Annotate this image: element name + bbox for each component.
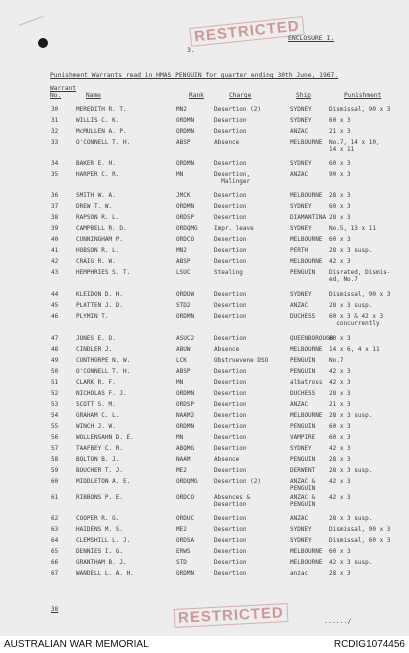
warrant-number-cell: 60 — [51, 478, 59, 485]
charge-cell: Desertion (2) — [214, 106, 261, 113]
charge-cell: Desertion — [214, 335, 247, 342]
punishment-cell: 28 x 3 susp. — [329, 467, 373, 474]
charge-cell: Desertion — [214, 412, 247, 419]
charge-cell: Desertion — [214, 203, 247, 210]
offender-name-cell: O'CONNELL T. H. — [76, 368, 131, 375]
charge-cell: Desertion — [214, 526, 247, 533]
punishment-cell: Dismissal, 90 x 3 — [329, 526, 391, 533]
warrant-number-cell: 40 — [51, 236, 59, 243]
ship-cell: DUCHESS — [290, 390, 316, 397]
offender-name-cell: BOUCHER T. J. — [76, 467, 123, 474]
warrant-number-cell: 57 — [51, 445, 59, 452]
warrant-number-cell: 59 — [51, 467, 59, 474]
ship-cell: ANZAC — [290, 515, 309, 522]
offender-name-cell: GRANTHAM B. J. — [76, 559, 127, 566]
offender-name-cell: BAKER E. H. — [76, 160, 116, 167]
warrant-number-cell: 47 — [51, 335, 59, 342]
punishment-cell: 42 x 3 — [329, 258, 351, 265]
ship-cell: ANZAC — [290, 302, 309, 309]
charge-cell: Desertion — [214, 313, 247, 320]
ship-cell: ANZAC — [290, 171, 309, 178]
rank-cell: ORDQMG — [176, 478, 198, 485]
rank-cell: LSUC — [176, 269, 191, 276]
charge-cell: Desertion — [214, 570, 247, 577]
pencil-mark — [19, 16, 47, 35]
warrant-number-cell: 63 — [51, 526, 59, 533]
offender-name-cell: COOPER R. G. — [76, 515, 120, 522]
charge-cell: Absence — [214, 456, 240, 463]
rank-cell: ME2 — [176, 467, 187, 474]
ship-cell: albatross — [290, 379, 323, 386]
ship-cell: ANZAC — [290, 401, 309, 408]
rank-cell: ABUW — [176, 346, 191, 353]
warrant-number-cell: 58 — [51, 456, 59, 463]
header-punishment: Punishment — [344, 92, 382, 99]
rank-cell: STD2 — [176, 302, 191, 309]
ship-cell: MELBOURNE — [290, 139, 323, 146]
warrant-number-cell: 44 — [51, 291, 59, 298]
punishment-cell: Dismissal, 90 x 3 — [329, 291, 391, 298]
rank-cell: MN — [176, 379, 184, 386]
offender-name-cell: CAMPBELL R. D. — [76, 225, 127, 232]
charge-cell: Desertion — [214, 515, 247, 522]
punishment-cell: 60 x 3 & 42 x 3 concurrently — [329, 313, 384, 327]
ship-cell: SYDNEY — [290, 526, 312, 533]
ship-cell: MELBOURNE — [290, 548, 323, 555]
ship-cell: MELBOURNE — [290, 559, 323, 566]
offender-name-cell: BOLTON B. J. — [76, 456, 120, 463]
punishment-cell: 21 x 3 — [329, 128, 351, 135]
archive-name: AUSTRALIAN WAR MEMORIAL — [4, 639, 149, 650]
charge-cell: Desertion (2) — [214, 478, 261, 485]
offender-name-cell: WOLLENSAHN D. E. — [76, 434, 134, 441]
punishment-cell: 60 x 3 — [329, 203, 351, 210]
offender-name-cell: WANDELL L. A. H. — [76, 570, 134, 577]
rank-cell: ORDSA — [176, 537, 195, 544]
rank-cell: NAAM — [176, 456, 191, 463]
punishment-cell: 60 x 3 — [329, 160, 351, 167]
header-charge: Charge — [229, 92, 252, 99]
rank-cell: STD — [176, 559, 187, 566]
rank-cell: MN2 — [176, 106, 187, 113]
warrant-number-cell: 50 — [51, 368, 59, 375]
warrant-number-cell: 35 — [51, 171, 59, 178]
punishment-cell: 14 x 6, 4 x 11 — [329, 346, 380, 353]
punishment-cell: 28 x 3 — [329, 192, 351, 199]
header-rank: Rank — [189, 92, 204, 99]
rank-cell: ORDSP — [176, 214, 195, 221]
charge-cell: Desertion — [214, 128, 247, 135]
warrant-number-cell: 66 — [51, 559, 59, 566]
rank-cell: MN — [176, 434, 184, 441]
restricted-stamp-bottom: RESTRICTED — [174, 603, 289, 628]
ship-cell: ANZAC & PENGUIN — [290, 478, 316, 492]
punishment-cell: 60 x 3 — [329, 117, 351, 124]
charge-cell: Desertion — [214, 423, 247, 430]
punishment-cell: 28 x 3 susp. — [329, 515, 373, 522]
warrant-number-cell: 37 — [51, 203, 59, 210]
punishment-cell: No.5, 13 x 11 — [329, 225, 376, 232]
ship-cell: DIAMANTINA — [290, 214, 327, 221]
punishment-cell: 60 x 3 — [329, 423, 351, 430]
punishment-cell: 42 x 3 — [329, 478, 351, 485]
offender-name-cell: SCOTT S. M. — [76, 401, 116, 408]
punch-hole — [38, 38, 48, 48]
punishment-cell: Dismissal, 90 x 3 — [329, 106, 391, 113]
ship-cell: SYDNEY — [290, 291, 312, 298]
charge-cell: Desertion — [214, 291, 247, 298]
rank-cell: ORDUC — [176, 515, 195, 522]
rank-cell: ORDQMG — [176, 225, 198, 232]
punishment-cell: 28 x 3 susp. — [329, 302, 373, 309]
punishment-cell: Disrated, Dismis- ed, No.7 — [329, 269, 391, 283]
warrant-number-cell: 49 — [51, 357, 59, 364]
warrant-number-cell: 67 — [51, 570, 59, 577]
ship-cell: anzac — [290, 570, 309, 577]
charge-cell: Desertion — [214, 445, 247, 452]
charge-cell: Desertion — [214, 214, 247, 221]
punishment-cell: Dismissal, 60 x 3 — [329, 537, 391, 544]
ship-cell: PENGUIN — [290, 368, 316, 375]
enclosure-label: ENCLOSURE I. — [288, 34, 335, 42]
rank-cell: ORDUW — [176, 291, 195, 298]
offender-name-cell: CLARK R. F. — [76, 379, 116, 386]
rank-cell: MN — [176, 171, 184, 178]
rank-cell: ME2 — [176, 526, 187, 533]
punishment-cell: 42 x 3 susp. — [329, 559, 373, 566]
warrant-number-cell: 41 — [51, 247, 59, 254]
ship-cell: ANZAC — [290, 128, 309, 135]
offender-name-cell: KLEIDON D. H. — [76, 291, 123, 298]
rank-cell: ABSP — [176, 258, 191, 265]
ship-cell: MELBOURNE — [290, 192, 323, 199]
punishment-cell: 28 x 3 susp. — [329, 247, 373, 254]
warrant-number-cell: 31 — [51, 117, 59, 124]
offender-name-cell: WINCH J. W. — [76, 423, 116, 430]
offender-name-cell: HARPER C. R. — [76, 171, 120, 178]
warrant-number-cell: 33 — [51, 139, 59, 146]
offender-name-cell: HEMPHRIES S. T. — [76, 269, 131, 276]
offender-name-cell: DENNIES I. G. — [76, 548, 123, 555]
warrant-number-cell: 34 — [51, 160, 59, 167]
punishment-cell: 42 x 3 — [329, 379, 351, 386]
punishment-cell: 42 x 3 — [329, 445, 351, 452]
footer-index: 38 — [51, 606, 59, 613]
charge-cell: Desertion — [214, 258, 247, 265]
warrant-number-cell: 38 — [51, 214, 59, 221]
punishment-cell: 60 x 3 — [329, 434, 351, 441]
charge-cell: Desertion — [214, 390, 247, 397]
rank-cell: LCK — [176, 357, 187, 364]
charge-cell: Desertion — [214, 467, 247, 474]
offender-name-cell: DREW T. W. — [76, 203, 113, 210]
rank-cell: ORDCO — [176, 494, 195, 501]
ship-cell: PENGUIN — [290, 423, 316, 430]
rank-cell: ABQMG — [176, 445, 195, 452]
offender-name-cell: CLEMSHILL L. J. — [76, 537, 131, 544]
warrant-number-cell: 61 — [51, 494, 59, 501]
caption-bar — [0, 636, 409, 653]
punishment-cell: 28 x 3 — [329, 390, 351, 397]
offender-name-cell: NICHOLAS F. J. — [76, 390, 127, 397]
warrant-number-cell: 54 — [51, 412, 59, 419]
punishment-cell: 21 x 3 — [329, 401, 351, 408]
rank-cell: ORDMN — [176, 160, 195, 167]
warrant-number-cell: 46 — [51, 313, 59, 320]
warrant-number-cell: 53 — [51, 401, 59, 408]
ship-cell: ANZAC & PENGUIN — [290, 494, 316, 508]
punishment-cell: 42 x 3 — [329, 494, 351, 501]
header-warrant-no: Warrant No. — [50, 85, 77, 99]
warrant-number-cell: 56 — [51, 434, 59, 441]
ship-cell: MELBOURNE — [290, 346, 323, 353]
punishment-cell: 90 x 3 — [329, 171, 351, 178]
offender-name-cell: GRAHAM C. L. — [76, 412, 120, 419]
offender-name-cell: O'CONNELL T. H. — [76, 139, 131, 146]
charge-cell: Absences & Desertion — [214, 494, 251, 508]
ship-cell: PERTH — [290, 247, 309, 254]
offender-name-cell: RIBBONS P. E. — [76, 494, 123, 501]
warrant-number-cell: 32 — [51, 128, 59, 135]
punishment-cell: 28 x 3 — [329, 214, 351, 221]
rank-cell: ASUC2 — [176, 335, 195, 342]
rank-cell: ABSP — [176, 139, 191, 146]
punishment-cell: No.7 — [329, 357, 344, 364]
ship-cell: VAMPIRE — [290, 434, 316, 441]
ship-cell: SYDNEY — [290, 160, 312, 167]
warrant-number-cell: 48 — [51, 346, 59, 353]
rank-cell: ORDMN — [176, 203, 195, 210]
ship-cell: MELBOURNE — [290, 412, 323, 419]
warrant-number-cell: 62 — [51, 515, 59, 522]
offender-name-cell: CUNNINGHAM P. — [76, 236, 123, 243]
ship-cell: DUCHESS — [290, 313, 316, 320]
ship-cell: SYDNEY — [290, 117, 312, 124]
header-ship: Ship — [296, 92, 311, 99]
punishment-cell: 28 x 3 — [329, 456, 351, 463]
ship-cell: SYDNEY — [290, 203, 312, 210]
rank-cell: NAAM2 — [176, 412, 195, 419]
record-id: RCDIG1074456 — [333, 639, 405, 650]
charge-cell: Desertion — [214, 537, 247, 544]
charge-cell: Desertion — [214, 559, 247, 566]
restricted-stamp-top: RESTRICTED — [189, 16, 304, 47]
punishment-cell: 60 x 3 — [329, 548, 351, 555]
offender-name-cell: TAAFBEY C. R. — [76, 445, 123, 452]
rank-cell: ORDSP — [176, 401, 195, 408]
rank-cell: ORDMN — [176, 390, 195, 397]
charge-cell: Desertion — [214, 117, 247, 124]
charge-cell: Desertion — [214, 379, 247, 386]
warrant-number-cell: 52 — [51, 390, 59, 397]
warrant-number-cell: 65 — [51, 548, 59, 555]
punishment-cell: 42 x 3 — [329, 368, 351, 375]
offender-name-cell: MIDDLETON A. E. — [76, 478, 131, 485]
warrant-number-cell: 64 — [51, 537, 59, 544]
offender-name-cell: PLYMIN T. — [76, 313, 109, 320]
warrant-number-cell: 39 — [51, 225, 59, 232]
offender-name-cell: PLATTEN J. D. — [76, 302, 123, 309]
rank-cell: ORDMN — [176, 570, 195, 577]
offender-name-cell: CINDLER J. — [76, 346, 113, 353]
offender-name-cell: HOBSON R. L. — [76, 247, 120, 254]
offender-name-cell: MEREDITH R. T. — [76, 106, 127, 113]
charge-cell: Impr. leave — [214, 225, 254, 232]
punishment-cell: 28 x 3 — [329, 570, 351, 577]
offender-name-cell: JONES E. D. — [76, 335, 116, 342]
document-title: Punishment Warrants read in HMAS PENGUIN for quarter ending 30th June, 1967. — [50, 72, 339, 79]
warrant-number-cell: 30 — [51, 106, 59, 113]
charge-cell: Stealing — [214, 269, 243, 276]
punishment-cell: 28 x 3 susp. — [329, 412, 373, 419]
ship-cell: DERWENT — [290, 467, 316, 474]
charge-cell: Desertion, Malinger — [214, 171, 251, 185]
rank-cell: MN2 — [176, 247, 187, 254]
continuation-dots: ....../ — [324, 617, 352, 625]
header-name: Name — [86, 92, 101, 99]
ship-cell: SYDNEY — [290, 225, 312, 232]
offender-name-cell: WILLIS C. K. — [76, 117, 120, 124]
charge-cell: Desertion — [214, 401, 247, 408]
warrant-number-cell: 55 — [51, 423, 59, 430]
punishment-cell: 60 x 3 — [329, 335, 351, 342]
ship-cell: PENGUIN — [290, 456, 316, 463]
ship-cell: SYDNEY — [290, 537, 312, 544]
warrant-number-cell: 43 — [51, 269, 59, 276]
rank-cell: ORDMN — [176, 313, 195, 320]
offender-name-cell: CRAIG R. W. — [76, 258, 116, 265]
warrant-number-cell: 45 — [51, 302, 59, 309]
charge-cell: Desertion — [214, 236, 247, 243]
punishment-cell: 60 x 3 — [329, 236, 351, 243]
charge-cell: Absence — [214, 139, 240, 146]
rank-cell: ERWS — [176, 548, 191, 555]
charge-cell: Desertion — [214, 192, 247, 199]
rank-cell: JMCK — [176, 192, 191, 199]
charge-cell: Absence — [214, 346, 240, 353]
ship-cell: SYDNEY — [290, 106, 312, 113]
rank-cell: ORDMN — [176, 128, 195, 135]
warrant-number-cell: 51 — [51, 379, 59, 386]
warrant-number-cell: 42 — [51, 258, 59, 265]
rank-cell: ORDCO — [176, 236, 195, 243]
ship-cell: SYDNEY — [290, 445, 312, 452]
charge-cell: Desertion — [214, 160, 247, 167]
rank-cell: ORDMN — [176, 117, 195, 124]
punishment-cell: No.7, 14 x 10, 14 x 11 — [329, 139, 380, 153]
offender-name-cell: CUNTHORPE N. W. — [76, 357, 131, 364]
charge-cell: Desertion — [214, 434, 247, 441]
charge-cell: Desertion — [214, 247, 247, 254]
charge-cell: Obstruevene DSO — [214, 357, 269, 364]
rank-cell: ORDMN — [176, 423, 195, 430]
offender-name-cell: McMULLEN A. P. — [76, 128, 127, 135]
ship-cell: MELBOURNE — [290, 258, 323, 265]
charge-cell: Desertion — [214, 302, 247, 309]
ship-cell: PENGUIN — [290, 269, 316, 276]
charge-cell: Desertion — [214, 548, 247, 555]
offender-name-cell: HAIDENS M. S. — [76, 526, 123, 533]
ship-cell: MELBOURNE — [290, 236, 323, 243]
rank-cell: ABSP — [176, 368, 191, 375]
offender-name-cell: RAPSON R. L. — [76, 214, 120, 221]
warrant-number-cell: 36 — [51, 192, 59, 199]
offender-name-cell: SMITH W. A. — [76, 192, 116, 199]
charge-cell: Desertion — [214, 368, 247, 375]
page-number: 3. — [187, 46, 195, 54]
ship-cell: PENGUIN — [290, 357, 316, 364]
ship-cell: QUEENBOROUGH — [290, 335, 334, 342]
